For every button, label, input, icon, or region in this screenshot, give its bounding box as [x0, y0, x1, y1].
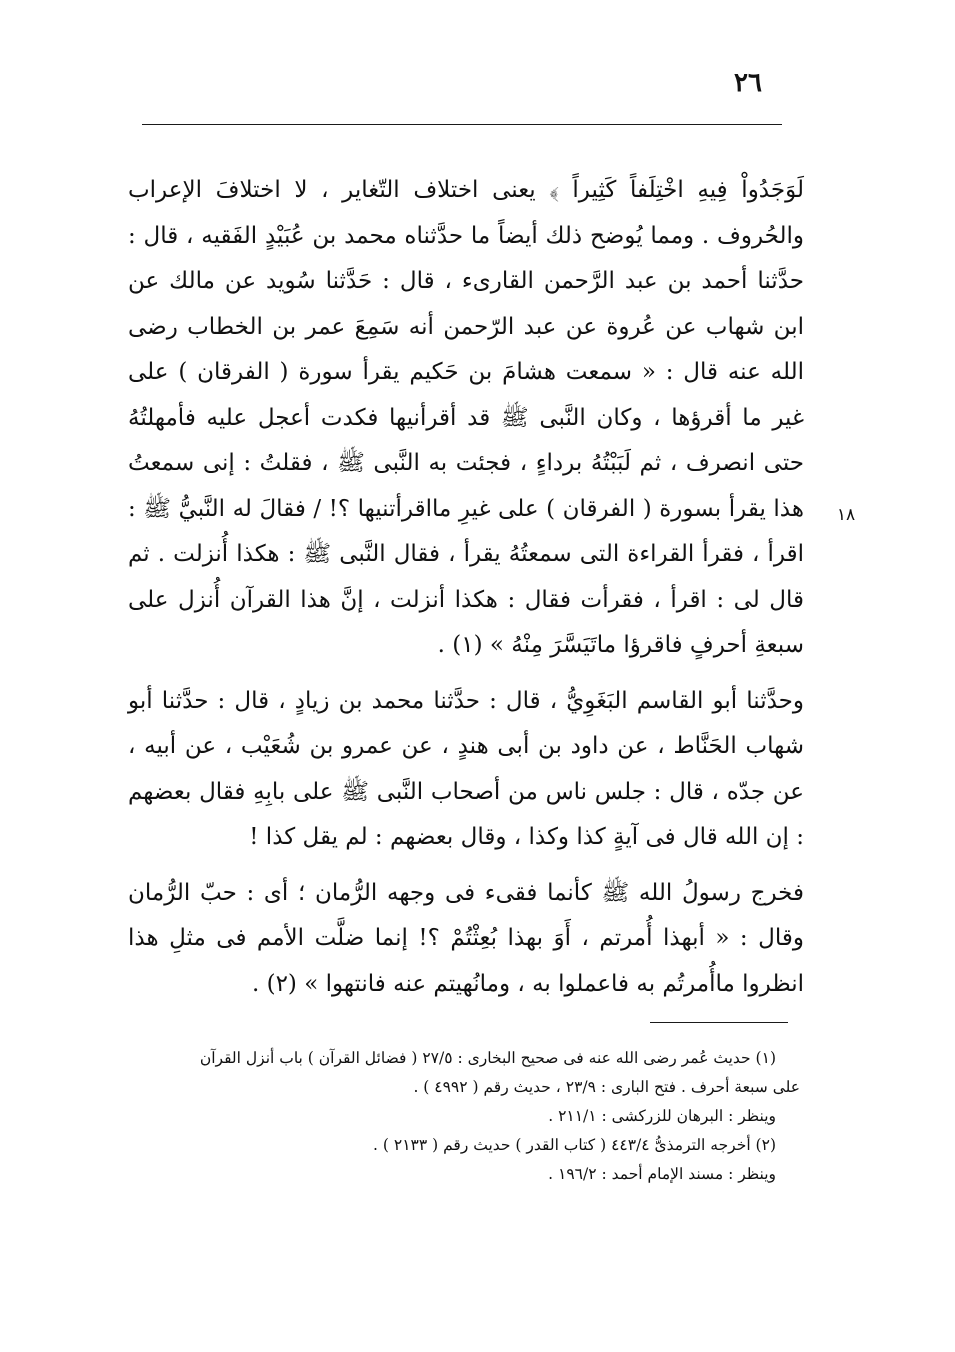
- page-number: ٢٦: [734, 68, 762, 98]
- footnote-1-line-2: على سبعة أحرف . فتح البارى : ٢٣/٩ ، حديث رقم ( ٤٩٩٢ ) .: [413, 1078, 800, 1096]
- footnotes: [130, 1044, 800, 1189]
- footnote-2-line-2: وينظر : مسند الإمام أحمد : ١٩٦/٢ .: [548, 1165, 776, 1183]
- margin-number: ١٨: [836, 505, 856, 525]
- body-paragraph-1: لَوَجَدُواْ فِيهِ اخْتِلَفاً كَثِيراً ﴾ يعنى اختلاف التّغاير ، لا اختلافَ الإعراب والحُروف . ومما يُوضح ذلك أيضاً ما حدَّثناه محمد بن عُبَيْدٍ الفَقيه ، قال : حدَّثنا أحمد بن عبد الرَّحمن القارىء ، قال : حَدَّثنا سُويد عن مالك عن ابن شهاب عن عُروة عن عبد الرّحمن أنه سَمِعَ عمر بن الخطاب رضى الله عنه قال : « سمعت هشامَ بن حَكيم يقرأ سورة ( الفرقان ) على غير ما أقرؤها ، وكان النَّبى ﷺ قد أقرأنيها فكدت أعجل عليه فأمهلتُهُ حتى انصرف ، ثم لَبَبْتُهُ برداءٍ ، فجئت به النَّبى ﷺ ، فقلتُ : إنى سمعتُ هذا يقرأ بسورة ( الفرقان ) على غيرِ مااقرأتنيها ؟! / فقالَ له النَّبيُّ ﷺ : اقرأ ، فقرأ القراءة التى سمعتُهُ يقرأ ، فقال النَّبى ﷺ : هكذا أُنزلت . ثم قال لى : اقرأ ، فقرأت فقال : هكذا أنزلت ، إنَّ هذا القرآن أُنزل على سبعةِ أحرفٍ فاقرؤا ماتَيَسَّرَ مِنْهُ » (١) .: [128, 177, 804, 658]
- body-paragraph-2: وحدَّثنا أبو القاسم البَغَوِيُّ ، قال : حدَّثنا محمد بن زيادٍ ، قال : حدَّثنا أبو شهاب الحَنَّاط ، عن داود بن أبى هندٍ ، عن عمرو بن شُعَيْب ، عن أبيه ، عن جدّه ، قال : جلس ناس من أصحاب النَّبى ﷺ على بابِهِ فقال بعضهم : إن الله قال فى آيةٍ كذا وكذا ، وقال بعضهم : لم يقل كذا !: [128, 687, 804, 850]
- header-rule: [142, 124, 782, 125]
- main-text: [128, 168, 804, 1007]
- footnote-1-line-1: (١) حديث عُمر رضى الله عنه فى صحيح البخارى : ٢٧/٥ ( فضائل القرآن ) باب أنزل القرآن: [199, 1049, 776, 1067]
- footnote-1-line-3: وينظر : البرهان للزركشى : ٢١١/١ .: [548, 1107, 776, 1125]
- body-paragraph-3: فخرج رسولُ الله ﷺ كأنما فقىء فى وجهه الرُّمان ؛ أى : حبّ الرُّمان وقال : « أبهذا أُمرتم ، أَوَ بهذا بُعِثْتُمْ ؟! إنما ضلَّت الأمم فى مثلِ هذا انظروا ماأُمرتُم به فاعملوا به ، ومانُهيتم عنه فانتهوا » (٢) .: [128, 879, 804, 997]
- footnote-2-line-1: (٢) أخرجه الترمذىُّ ٤٤٣/٤ ( كتاب القدر ) حديث رقم ( ٢١٣٣ ) .: [373, 1136, 776, 1154]
- footnote-rule: [650, 1022, 788, 1023]
